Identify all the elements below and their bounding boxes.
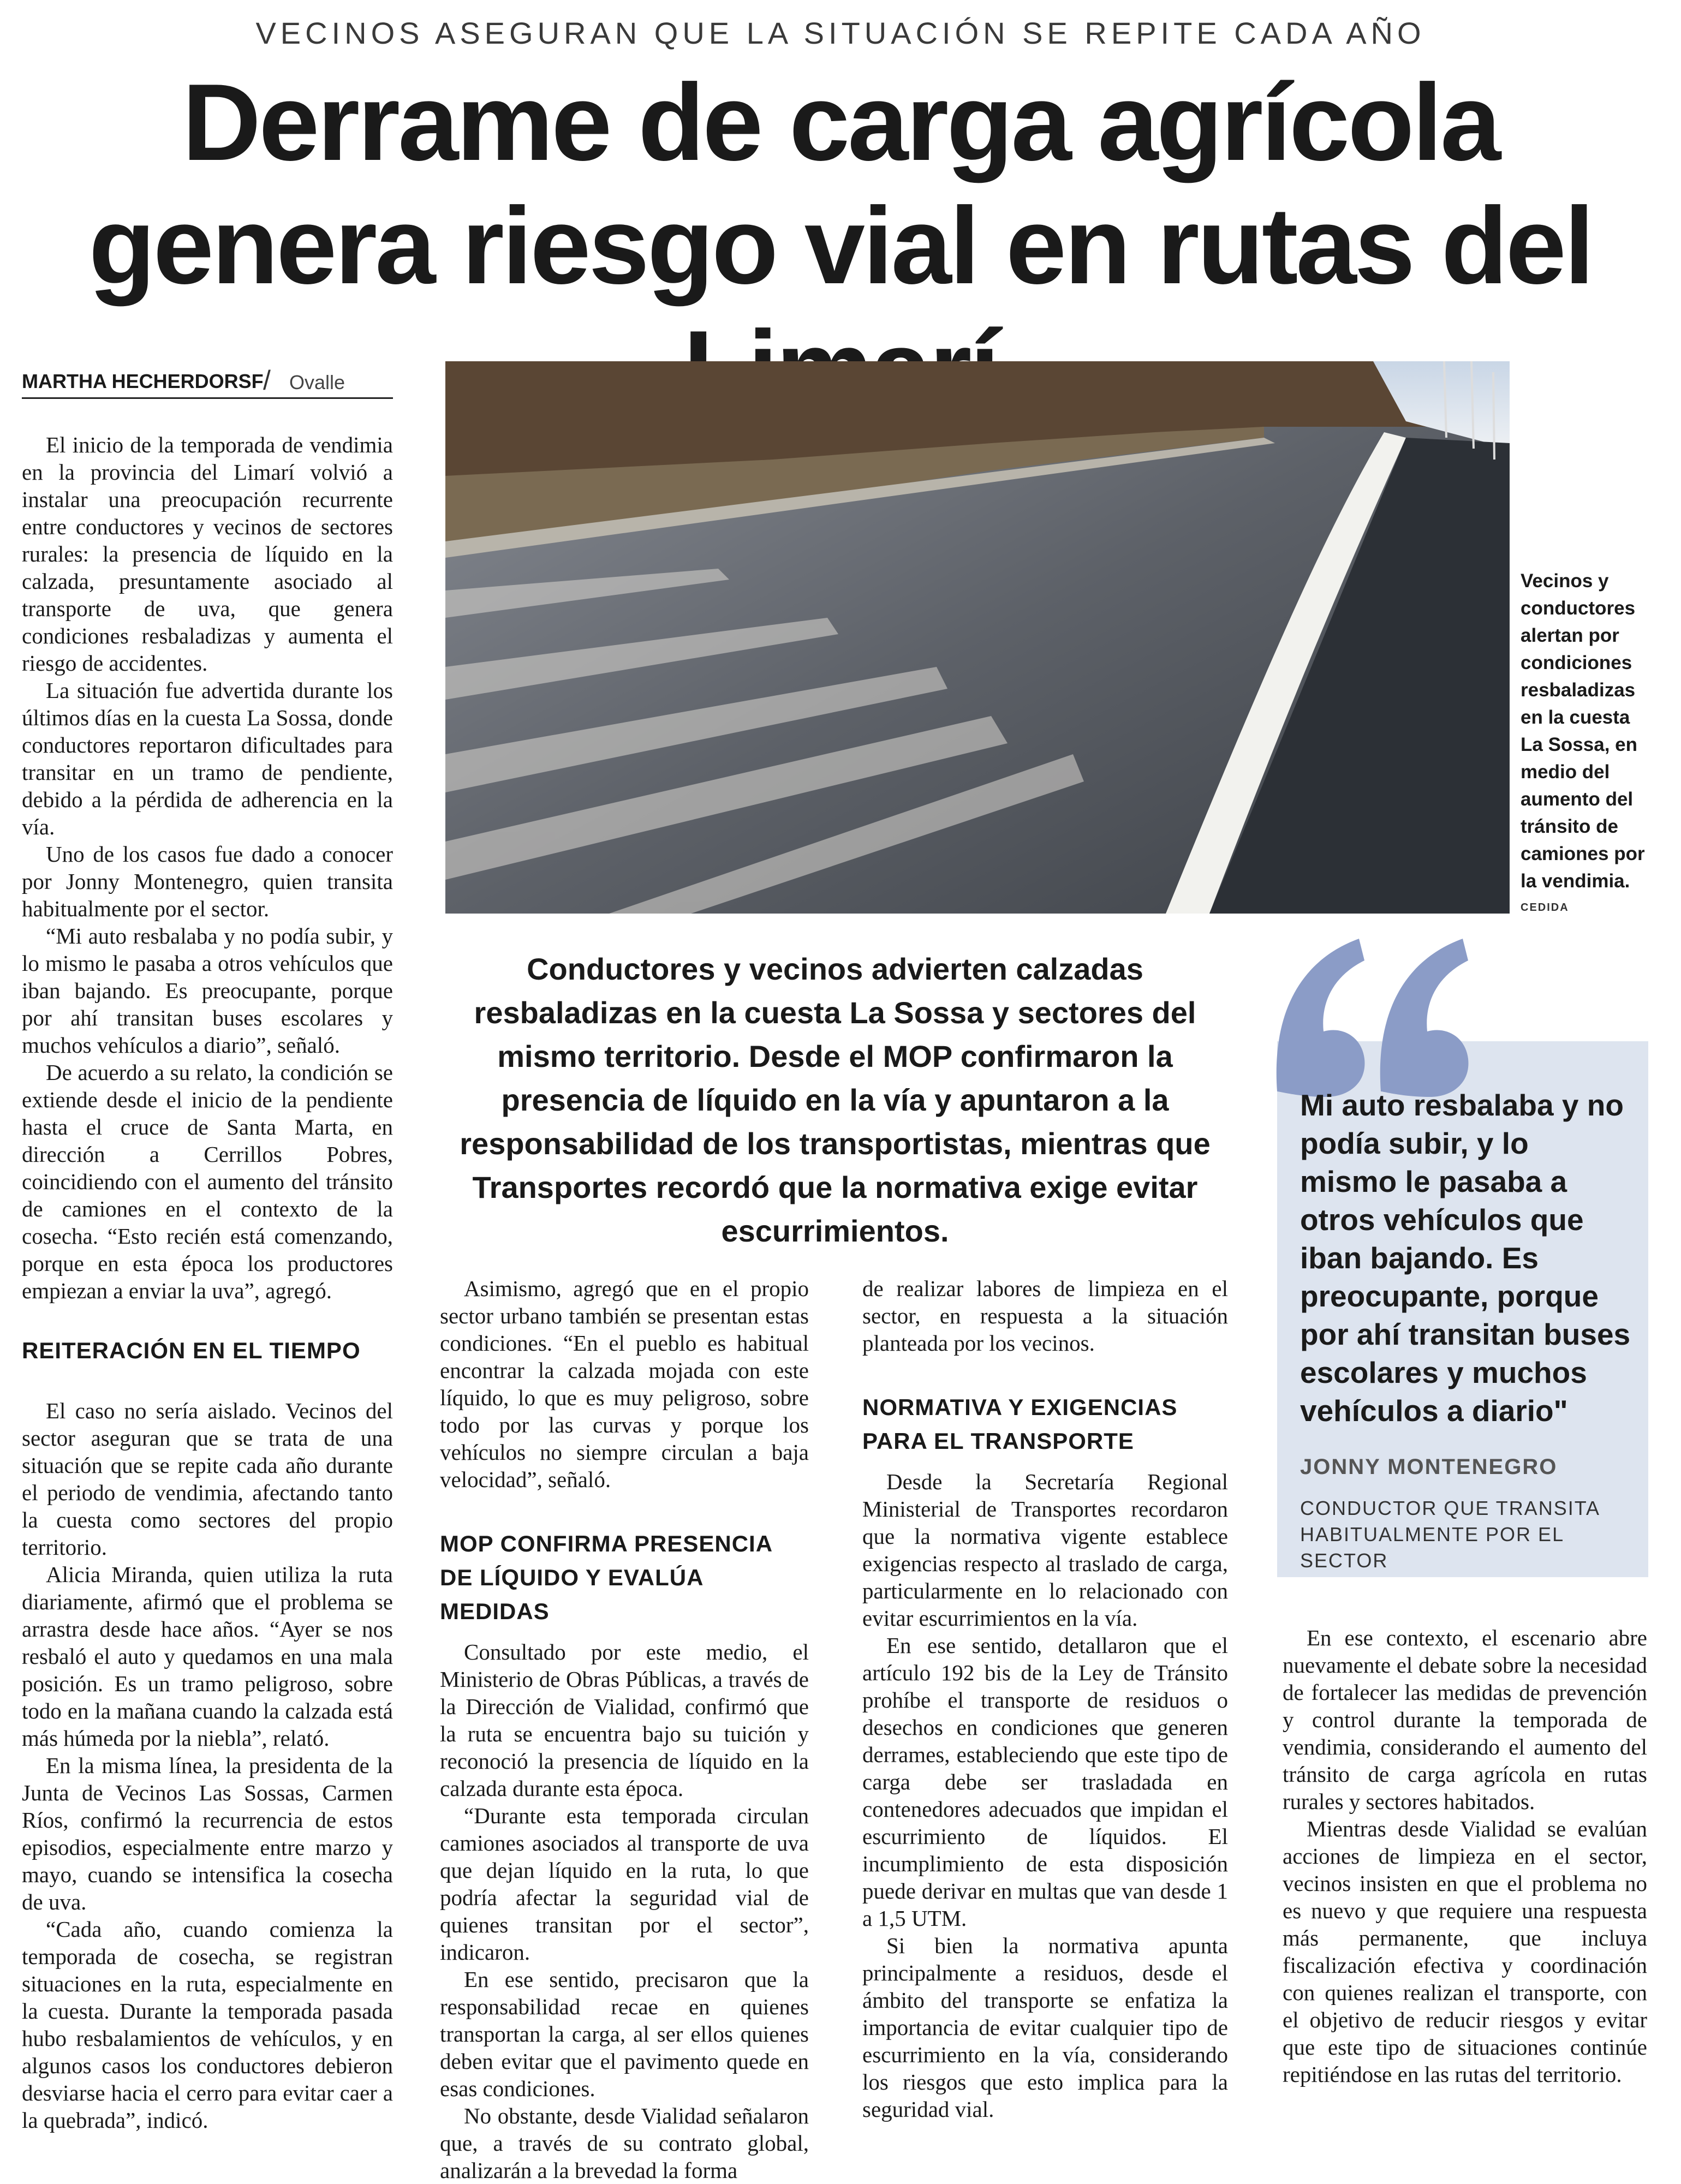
paragraph: Si bien la normativa apunta principalmente a residuos, desde el ámbito del transporte se enfatiza la importancia de evitar cualquier tipo de escurrimiento en la vía, considerando los riesgos que esto implica para la seguridad vial. [862, 1933, 1228, 2122]
paragraph: Uno de los casos fue dado a conocer por Jonny Montenegro, quien transita habitualmente por el sector. [22, 842, 393, 921]
quote-mark-icon [1266, 928, 1474, 1108]
paragraph: No obstante, desde Vialidad señalaron que, a través de su contrato global, analizarán a la brevedad la forma [440, 2103, 809, 2183]
paragraph: En ese sentido, detallaron que el artículo 192 bis de la Ley de Tránsito prohíbe el transporte de residuos o desechos en condiciones que generen derrames, estableciendo que este tipo de carga debe ser trasladada en contenedores adecuados que impidan el escurrimiento de líquidos. El incumplimiento de esta disposición puede derivar en multas que van desde 1 a 1,5 UTM. [862, 1633, 1228, 1931]
photo-credit: CEDIDA [1521, 902, 1569, 914]
column-2 [440, 1275, 809, 2184]
subhead-normativa: NORMATIVA Y EXIGENCIAS PARA EL TRANSPORTE [862, 1394, 1178, 1454]
lead-summary: Conductores y vecinos advierten calzadas resbaladizas en la cuesta La Sossa y sectores del mismo territorio. Desde el MOP confirmaron la presencia de líquido en la vía y apuntaron a la responsabilidad de los transportistas, mientras que Transportes recordó que la normativa exige evitar escurrimientos. [460, 952, 1211, 1248]
photo-caption: Vecinos y conductores alertan por condiciones resbaladizas en la cuesta La Sossa, en medio del aumento del tránsito de camiones por la vendimia. [1521, 570, 1645, 892]
paragraph: de realizar labores de limpieza en el sector, en respuesta a la situación planteada por los vecinos. [862, 1276, 1228, 1356]
pull-quote-name: JONNY MONTENEGRO [1300, 1455, 1558, 1479]
paragraph: “Mi auto resbalaba y no podía subir, y lo mismo le pasaba a otros vehículos que iban bajando. Es preocupante, porque por ahí transitan buses escolares y muchos vehículos a diario”, señaló. [22, 923, 393, 1058]
paragraph: Desde la Secretaría Regional Ministerial de Transportes recordaron que la normativa vigente establece exigencias respecto al traslado de carga, particularmente en lo relacionado con evitar escurrimientos en la vía. [862, 1469, 1228, 1631]
paragraph: Consultado por este medio, el Ministerio de Obras Públicas, a través de la Dirección de Vialidad, confirmó que la ruta se encuentra bajo su tuición y reconoció la presencia de líquido en la calzada durante esta época. [440, 1639, 809, 1801]
paragraph: En la misma línea, la presidenta de la Junta de Vecinos Las Sossas, Carmen Ríos, confirmó la recurrencia de estos episodios, especialmente entre marzo y mayo, cuando se intensifica la cosecha de uva. [22, 1753, 393, 1914]
byline [22, 367, 393, 399]
headline: Derrame de carga agrícola genera riesgo vial en rutas del [88, 62, 1593, 307]
column-3 [862, 1275, 1228, 2123]
paragraph: “Durante esta temporada circulan camiones asociados al transporte de uva que dejan líquido en la ruta, lo que podría afectar la seguridad vial de quienes transitan por el sector”, indicaron. [440, 1803, 809, 1965]
subhead-mop: MOP CONFIRMA PRESENCIA DE LÍQUIDO Y EVALÚA MEDIDAS [440, 1531, 772, 1624]
byline-location: Ovalle [289, 371, 345, 393]
road-photo [445, 361, 1510, 914]
road-illustration [445, 361, 1510, 914]
paragraph: La situación fue advertida durante los últimos días en la cuesta La Sossa, donde conductores reportaron dificultades para transitar en un tramo de pendiente, debido a la pérdida de adherencia en la vía. [22, 678, 393, 839]
paragraph: De acuerdo a su relato, la condición se extiende desde el inicio de la pendiente hasta el cruce de Santa Marta, en dirección a Cerrillos Pobres, coincidiendo con el aumento del tránsito de camiones en el contexto de la cosecha. “Esto recién está comenzando, porque en esta época los productores empiezan a enviar la uva”, agregó. [22, 1060, 393, 1303]
paragraph: “Cada año, cuando comienza la temporada de cosecha, se registran situaciones en la ruta, especialmente en la cuesta. Durante la temporada pasada hubo resbalamientos de vehículos, y en algunos casos los conductores debieron desviarse hacia el cerro para evitar caer a la quebrada”, indicó. [22, 1917, 393, 2133]
paragraph: El inicio de la temporada de vendimia en la provincia del Limarí volvió a instalar una preocupación recurrente entre conductores y vecinos de sectores rurales: la presencia de líquido en la calzada, presuntamente asociado al transporte de uva, que genera condiciones resbaladizas y aumenta el riesgo de accidentes. [22, 432, 393, 676]
paragraph: Asimismo, agregó que en el propio sector urbano también se presentan estas condiciones. “En el pueblo es habitual encontrar la calzada mojada con este líquido, lo que es muy peligroso, sobre todo por las curvas y porque los vehículos no siempre circulan a baja velocidad”, señaló. [440, 1276, 809, 1492]
paragraph: Mientras desde Vialidad se evalúan acciones de limpieza en el sector, vecinos insisten en que el problema no es nuevo y que requiere una respuesta más permanente, que incluya fiscalización efectiva y coordinación con quienes realizan el transporte, con el objetivo de reducir riesgos y evitar que este tipo de situaciones continúe repitiéndose en las rutas del territorio. [1283, 1816, 1647, 2087]
kicker: VECINOS ASEGURAN QUE LA SITUACIÓN SE REPITE CADA AÑO [255, 16, 1426, 50]
paragraph: En ese contexto, el escenario abre nuevamente el debate sobre la necesidad de fortalecer las medidas de prevención y control durante la temporada de vendimia, considerando el aumento del tránsito de carga agrícola en rutas rurales y sectores habitados. [1283, 1625, 1647, 1814]
paragraph: Alicia Miranda, quien utiliza la ruta diariamente, afirmó que el problema se arrastra desde hace años. “Ayer se nos resbaló el auto y quedamos en una mala posición. Es un tramo peligroso, sobre todo en la mañana cuando la calzada está más húmeda por la niebla”, relató. [22, 1562, 393, 1751]
column-4 [1283, 1624, 1647, 2088]
pull-quote-text: Mi auto resbalaba y no podía subir, y lo mismo le pasaba a otros vehículos que iban bajando. Es preocupante, porque por ahí transitan buses escolares y muchos vehículos a diario" [1300, 1088, 1631, 1428]
paragraph: En ese sentido, precisaron que la responsabilidad recae en quienes transportan la carga, al ser ellos quienes deben evitar que el pavimento quede en esas condiciones. [440, 1967, 809, 2101]
subhead-reiteracion: REITERACIÓN EN EL TIEMPO [22, 1338, 361, 1363]
column-1 [22, 431, 393, 2134]
pull-quote-role: CONDUCTOR QUE TRANSITA HABITUALMENTE POR EL SECTOR [1300, 1497, 1600, 1572]
byline-separator: / [263, 365, 271, 396]
paragraph: El caso no sería aislado. Vecinos del sector aseguran que se trata de una situación que se repite cada año durante el periodo de vendimia, afectando tanto la cuesta como sectores del propio territorio. [22, 1398, 393, 1560]
byline-author: MARTHA HECHERDORSF [22, 370, 264, 392]
